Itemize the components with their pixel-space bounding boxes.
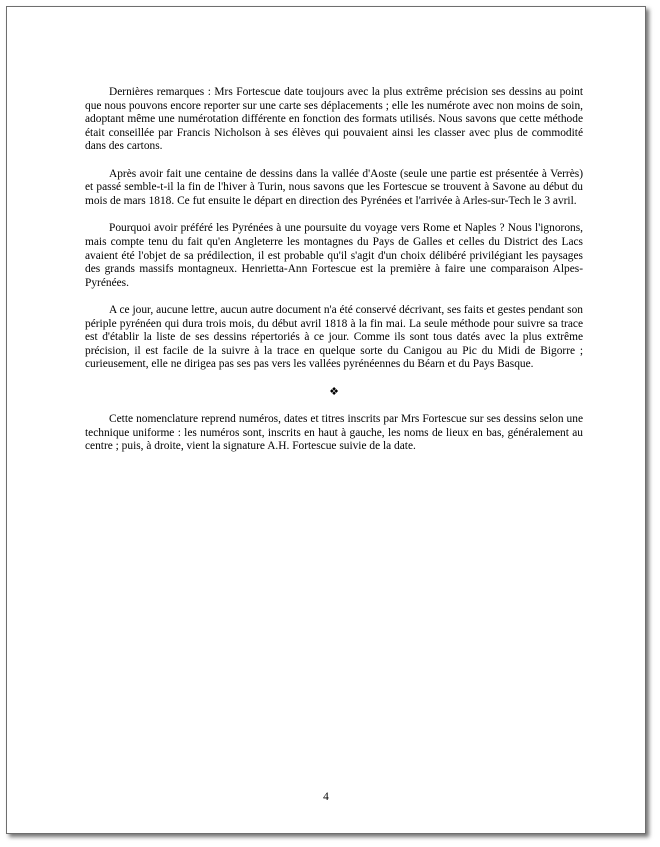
document-page	[6, 6, 646, 834]
paragraph-remarks: Dernières remarques : Mrs Fortescue date toujours avec la plus extrême précision ses dessins au point que nous pouvons encore reporter sur une carte ses déplacements ; elle les numérote avec non moins de soin, adoptant même une numérotation différente en fonction des formats utilisés. Nous savons que cette méthode était conseillée par Francis Nicholson à ses élèves qui pouvaient ainsi les classer avec plus de commodité dans des cartons.	[85, 86, 583, 153]
paragraph-aoste: Après avoir fait une centaine de dessins dans la vallée d'Aoste (seule une partie est présentée à Verrès) et passé semble-t-il la fin de l'hiver à Turin, nous savons que les Fortescue se trouvent à Savone au début du mois de mars 1818. Ce fut ensuite le départ en direction des Pyrénées et l'arrivée à Arles-sur-Tech le 3 avril.	[85, 167, 583, 207]
paragraph-pyrenees: Pourquoi avoir préféré les Pyrénées à une poursuite du voyage vers Rome et Naples ? Nous l'ignorons, mais compte tenu du fait qu'en Angleterre les montagnes du Pays de Galles et celles du District des Lacs avaient été l'objet de sa prédilection, il est probable qu'il s'agit d'un choix délibéré privilégiant les paysages des grands massifs montagneux. Henrietta-Ann Fortescue est la première à faire une comparaison Alpes-Pyrénées.	[85, 222, 583, 289]
separator-ornament-icon: ❖	[329, 385, 339, 398]
page-content	[85, 86, 583, 468]
page-number: 4	[323, 791, 329, 803]
paragraph-itinerary: A ce jour, aucune lettre, aucun autre document n'a été conservé décrivant, ses faits et gestes pendant son périple pyrénéen qui dura trois mois, du début avril 1818 à la fin mai. La seule méthode pour suivre sa trace est d'établir la liste de ses dessins répertoriés à ce jour. Comme ils sont tous datés avec la plus extrême précision, il est facile de la suivre à la trace en quelque sorte du Canigou au Pic du Midi de Bigorre ; curieusement, elle ne dirigea pas ses pas vers les vallées pyrénéennes du Béarn et du Pays Basque.	[85, 304, 583, 371]
paragraph-nomenclature: Cette nomenclature reprend numéros, dates et titres inscrits par Mrs Fortescue sur ses dessins selon une technique uniforme : les numéros sont, inscrits en haut à gauche, les noms de lieux en bas, généralement au centre ; puis, à droite, vient la signature A.H. Fortescue suivie de la date.	[85, 413, 583, 453]
